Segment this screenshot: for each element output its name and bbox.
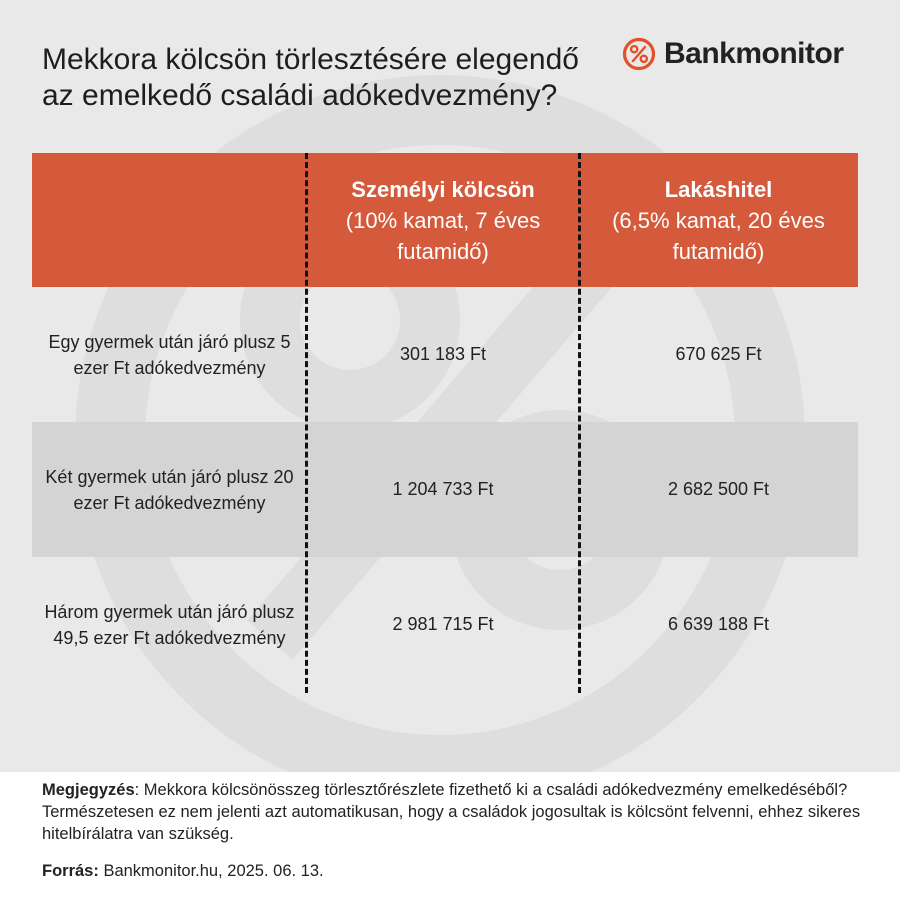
header-empty-cell (32, 153, 307, 287)
mortgage-value: 6 639 188 Ft (667, 614, 770, 634)
header-mortgage (579, 153, 858, 287)
comparison-table (32, 153, 858, 692)
header-subtitle: (6,5% kamat, 20 éves futamidő) (612, 207, 825, 264)
table-row (32, 287, 858, 422)
column-divider (578, 153, 581, 693)
header-subtitle: (10% kamat, 7 éves futamidő) (345, 207, 541, 264)
mortgage-value: 2 682 500 Ft (667, 479, 770, 499)
note-label: Megjegyzés (42, 781, 135, 799)
header-title: Lakáshitel (664, 176, 773, 202)
column-divider (305, 153, 308, 693)
row-label: Két gyermek után járó plusz 20 ezer Ft adókedvezmény (45, 466, 294, 513)
personal-loan-value: 301 183 Ft (399, 344, 487, 364)
percent-circle-icon (622, 37, 656, 71)
source-line (42, 860, 324, 882)
note-text: : Mekkora kölcsönösszeg törlesztőrészlete fizethető ki a családi adókedvezmény emelkedéséből? Természetesen ez nem jelenti azt automatikusan, hogy a családok jogosultak is kölcsönt felvenni, ehhez sikeres hitelbírálatra van szükség. (42, 781, 861, 843)
footnote (42, 779, 872, 845)
personal-loan-value: 2 981 715 Ft (392, 614, 494, 634)
table-header (32, 153, 858, 287)
header-personal-loan (307, 153, 579, 287)
table-row (32, 557, 858, 692)
page-title: Mekkora kölcsön törlesztésére elegendő az emelkedő családi adókedvezmény? (42, 43, 579, 112)
row-label: Három gyermek után járó plusz 49,5 ezer Ft adókedvezmény (44, 601, 295, 648)
table-row (32, 422, 858, 557)
personal-loan-value: 1 204 733 Ft (392, 479, 494, 499)
source-label: Forrás: (42, 862, 99, 880)
brand-name: Bankmonitor (664, 37, 844, 70)
source-text: Bankmonitor.hu, 2025. 06. 13. (98, 862, 324, 880)
mortgage-value: 670 625 Ft (675, 344, 762, 364)
row-label: Egy gyermek után járó plusz 5 ezer Ft adókedvezmény (48, 331, 291, 378)
header-title: Személyi kölcsön (351, 176, 535, 202)
brand-logo (622, 36, 844, 72)
